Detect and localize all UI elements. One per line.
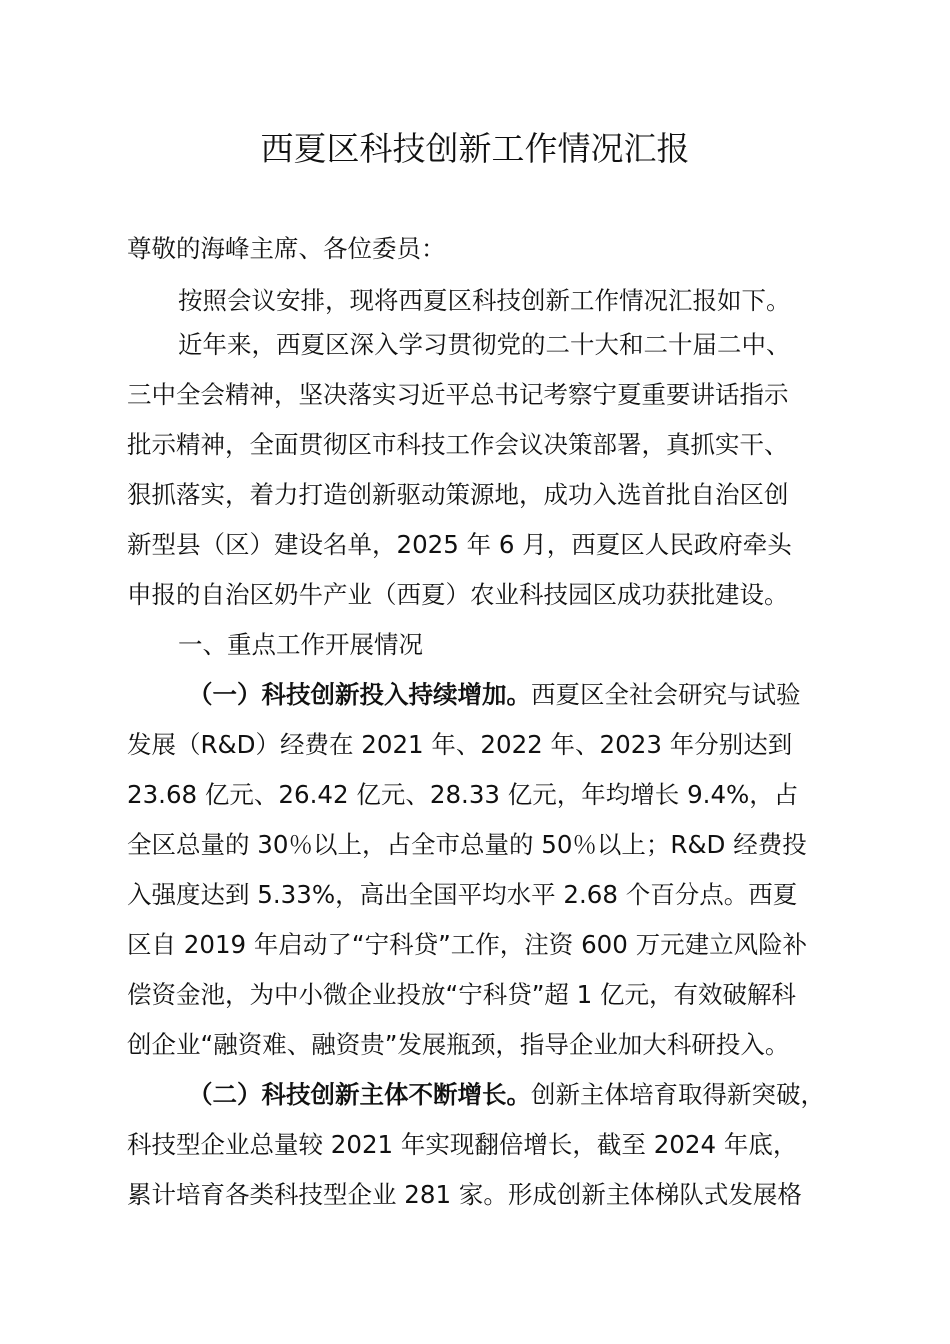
paragraph-line: 狠抓落实，着力打造创新驱动策源地，成功入选首批自治区创 [127, 480, 789, 509]
paragraph-line: 申报的自治区奶牛产业（西夏）农业科技园区成功获批建设。 [127, 580, 789, 609]
paragraph-line: 23.68 亿元、26.42 亿元、28.33 亿元，年均增长 9.4%，占 [127, 780, 799, 809]
paragraph-line: 批示精神，全面贯彻区市科技工作会议决策部署，真抓实干、 [127, 430, 789, 459]
subsection-2-text: 创新主体培育取得新突破， [531, 1080, 825, 1109]
paragraph-line: 偿资金池，为中小微企业投放“宁科贷”超 1 亿元，有效破解科 [127, 980, 797, 1009]
salutation: 尊敬的海峰主席、各位委员： [127, 234, 446, 263]
subsection-1-heading: （一）科技创新投入持续增加。 [188, 680, 531, 709]
paragraph-line: 近年来，西夏区深入学习贯彻党的二十大和二十届二中、 [178, 330, 791, 359]
paragraph-line: 发展（R&D）经费在 2021 年、2022 年、2023 年分别达到 [127, 730, 793, 759]
page-title: 西夏区科技创新工作情况汇报 [260, 129, 690, 168]
paragraph-line: 新型县（区）建设名单，2025 年 6 月，西夏区人民政府牵头 [127, 530, 792, 559]
paragraph-line: 全区总量的 30％以上，占全市总量的 50％以上；R&D 经费投 [127, 830, 807, 859]
section-heading: 一、重点工作开展情况 [178, 630, 423, 659]
paragraph-line: 区自 2019 年启动了“宁科贷”工作，注资 600 万元建立风险补 [127, 930, 808, 959]
paragraph-line: 三中全会精神，坚决落实习近平总书记考察宁夏重要讲话指示 [127, 380, 789, 409]
paragraph-line: 入强度达到 5.33%，高出全国平均水平 2.68 个百分点。西夏 [127, 880, 798, 909]
subsection-1-text: 西夏区全社会研究与试验 [531, 680, 801, 709]
paragraph-line: 累计培育各类科技型企业 281 家。形成创新主体梯队式发展格 [127, 1180, 802, 1209]
subsection-2-first-line [188, 1078, 825, 1112]
subsection-1-first-line [188, 678, 801, 712]
paragraph-line: 创企业“融资难、融资贵”发展瓶颈，指导企业加大科研投入。 [127, 1030, 790, 1059]
subsection-2-heading: （二）科技创新主体不断增长。 [188, 1080, 531, 1109]
intro-paragraph: 按照会议安排，现将西夏区科技创新工作情况汇报如下。 [178, 286, 791, 315]
paragraph-line: 科技型企业总量较 2021 年实现翻倍增长，截至 2024 年底， [127, 1130, 798, 1159]
